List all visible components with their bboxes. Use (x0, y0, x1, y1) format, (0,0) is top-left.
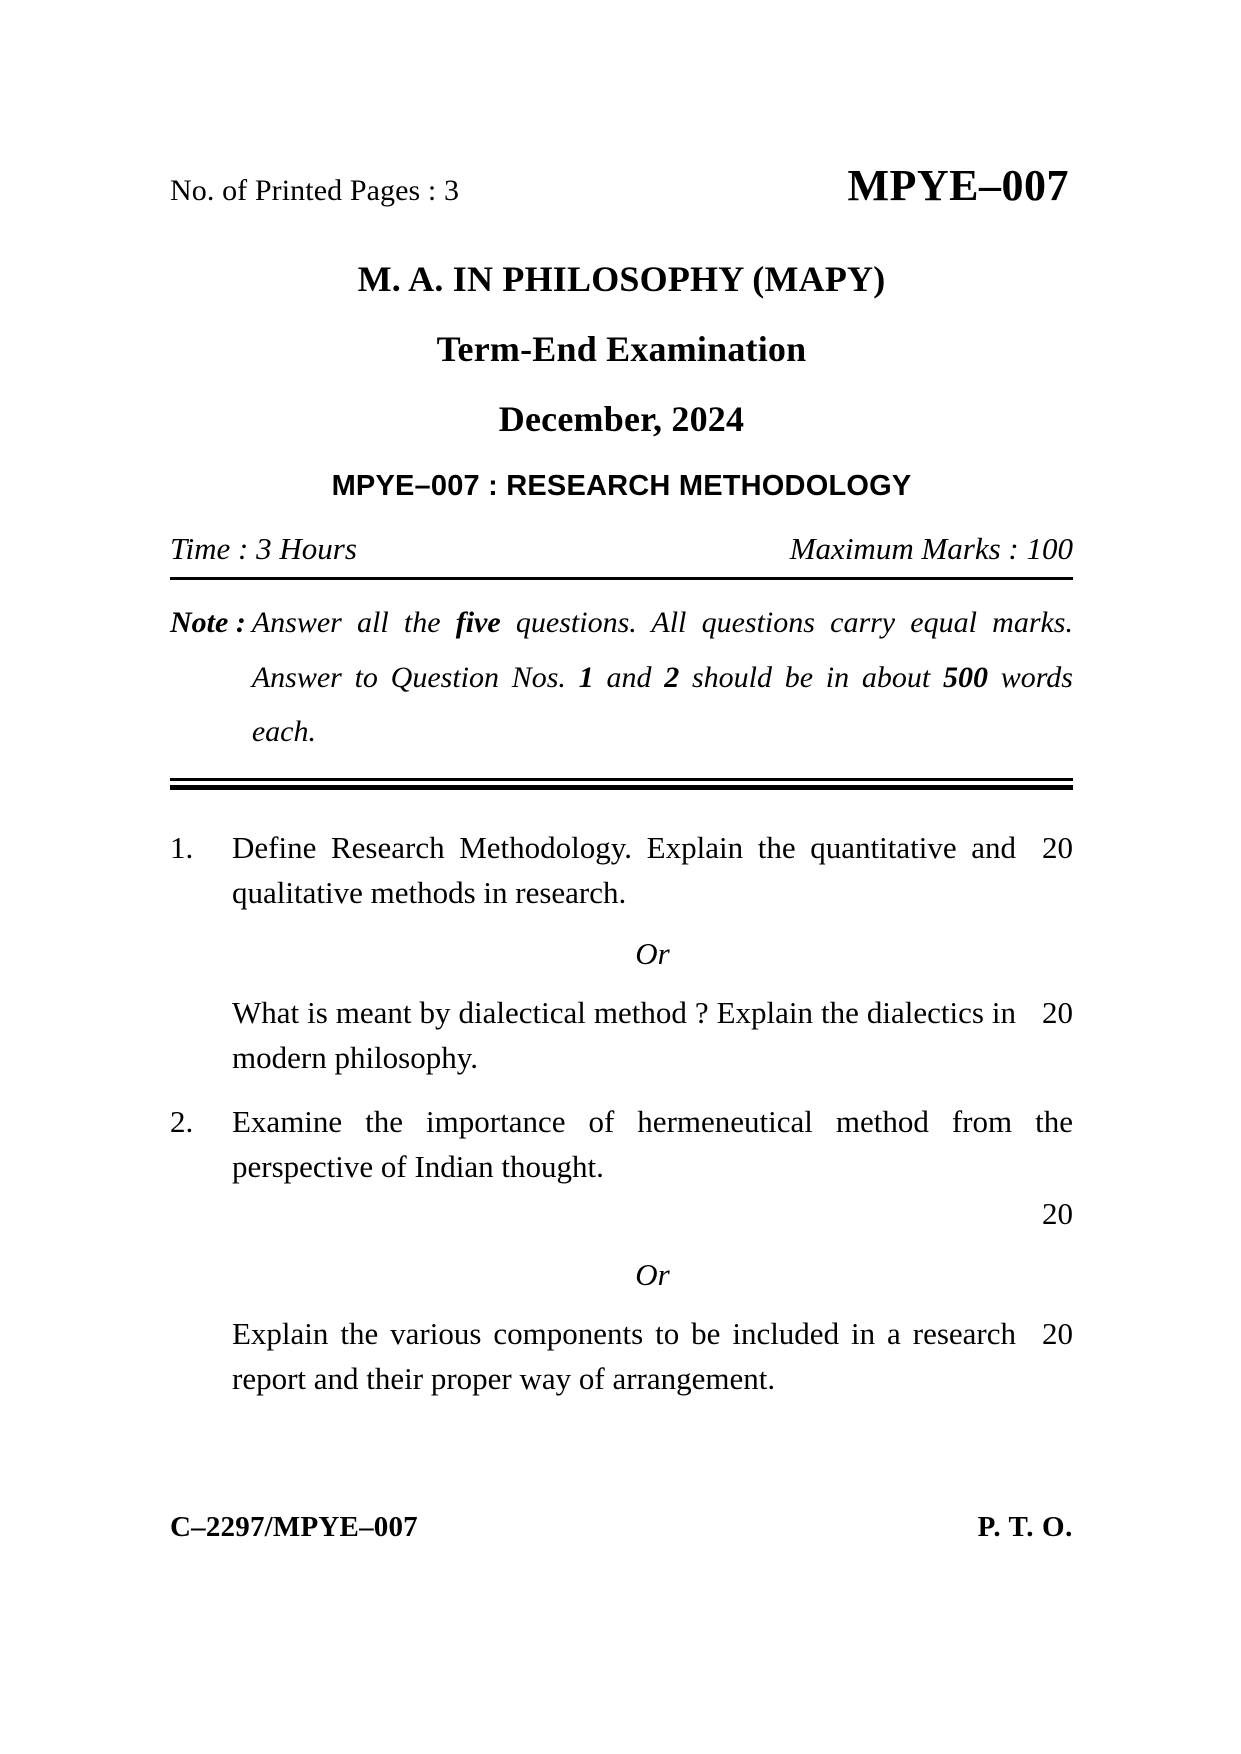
note-segment-2: questions. All questions carry equal marks. Answer to Question Nos. (251, 606, 1073, 694)
exam-meta-row (170, 531, 1073, 577)
note-block (170, 580, 1073, 770)
time-allowed: Time : 3 Hours (170, 531, 357, 566)
question-item (170, 1100, 1073, 1406)
maximum-marks: Maximum Marks : 100 (789, 531, 1073, 566)
or-separator: Or (635, 935, 670, 971)
question-primary-paragraph (232, 1100, 1073, 1237)
question-number: 1. (170, 829, 194, 865)
question-gap (170, 1090, 1073, 1100)
title-block (170, 258, 1073, 440)
paper-code: C–2297/MPYE–007 (170, 1511, 418, 1543)
note-emphasis-five: five (455, 606, 501, 639)
note-segment-4: should be in about (679, 660, 943, 694)
question-primary-text: Examine the importance of hermeneutical method from the perspective of Indian thought. (232, 1104, 1073, 1185)
question-marks: 20 (1042, 1196, 1073, 1232)
question-body (232, 1100, 1073, 1406)
examination-title: Term-End Examination (436, 329, 807, 369)
course-code-heading: MPYE–007 (847, 161, 1069, 210)
question-body (232, 826, 1073, 1085)
question-alternate-paragraph (232, 1312, 1073, 1402)
turn-over-label: P. T. O. (977, 1511, 1073, 1543)
question-alternate-marks: 20 (1042, 1316, 1073, 1352)
note-label: Note : (170, 606, 246, 639)
note-text (252, 596, 1073, 760)
session-title: December, 2024 (498, 399, 745, 439)
note-segment-3: and (593, 660, 665, 694)
question-primary-text: Define Research Methodology. Explain the quantitative and qualitative methods in research. (232, 829, 1016, 910)
question-primary-paragraph (232, 826, 1073, 916)
question-alternate-text: Explain the various components to be included in a research report and their proper way of arrangement. (232, 1316, 1016, 1397)
page-footer (170, 1511, 1073, 1544)
question-alternate-paragraph (232, 991, 1073, 1081)
note-emphasis-two: 2 (664, 660, 680, 694)
note-divider-rule (170, 778, 1073, 790)
subject-title: MPYE–007 : RESEARCH METHODOLOGY (331, 470, 912, 502)
page-header (170, 160, 1073, 224)
note-segment-1: Answer all the (251, 606, 456, 639)
or-separator: Or (635, 1257, 670, 1293)
question-item (170, 826, 1073, 1085)
question-alternate-text: What is meant by dialectical method ? Explain the dialectics in modern philosophy. (232, 994, 1016, 1075)
note-emphasis-500: 500 (942, 660, 988, 694)
question-marks: 20 (1042, 829, 1073, 865)
note-emphasis-one: 1 (578, 660, 594, 694)
programme-title: M. A. IN PHILOSOPHY (MAPY) (357, 259, 886, 299)
printed-pages-label: No. of Printed Pages : 3 (170, 174, 460, 207)
question-number: 2. (170, 1104, 194, 1140)
question-alternate-marks: 20 (1042, 994, 1073, 1030)
note-segment-5: words each. (251, 660, 1073, 749)
